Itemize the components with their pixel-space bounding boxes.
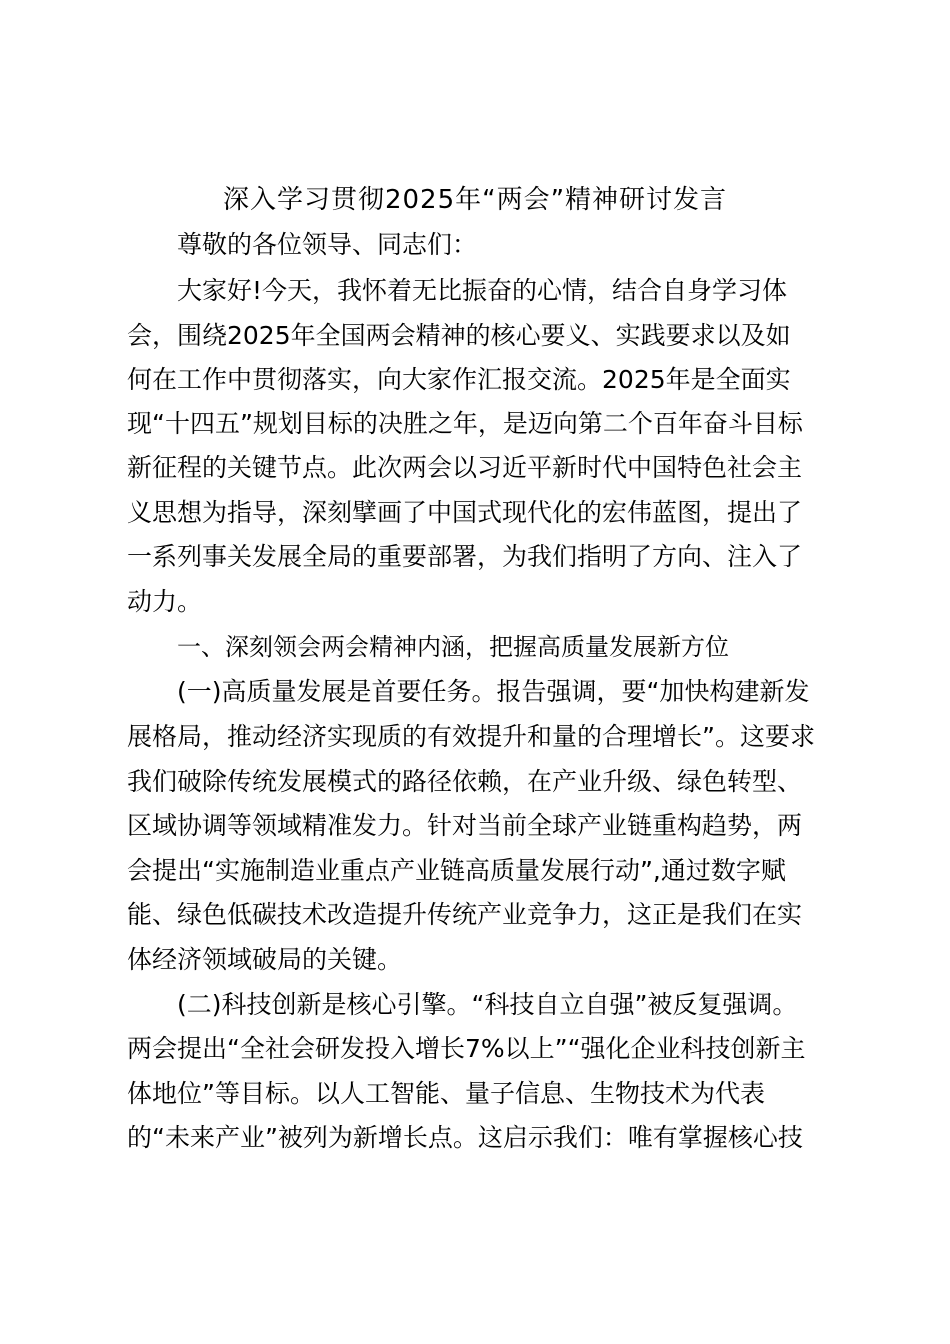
paragraph-line: 大家好!今天，我怀着无比振奋的心情，结合自身学习体 <box>177 276 788 305</box>
paragraph-line: 会，围绕2025年全国两会精神的核心要义、实践要求以及如 <box>127 321 791 350</box>
paragraph-line: 体地位”等目标。以人工智能、量子信息、生物技术为代表 <box>127 1079 765 1108</box>
paragraph-line: (二)科技创新是核心引擎。“科技自立自强”被反复强调。 <box>177 990 798 1019</box>
paragraph-line: 何在工作中贯彻落实，向大家作汇报交流。2025年是全面实 <box>127 365 791 394</box>
paragraph-line: 新征程的关键节点。此次两会以习近平新时代中国特色社会主 <box>127 453 803 482</box>
paragraph-line: 体经济领域破局的关键。 <box>127 945 403 974</box>
paragraph-line: 的“未来产业”被列为新增长点。这启示我们：唯有掌握核心技 <box>127 1123 803 1152</box>
paragraph-line: 我们破除传统发展模式的路径依赖，在产业升级、绿色转型、 <box>127 767 803 796</box>
paragraph-line: 展格局，推动经济实现质的有效提升和量的合理增长”。这要求 <box>127 722 815 751</box>
paragraph-line: 一系列事关发展全局的重要部署，为我们指明了方向、注入了 <box>127 542 803 571</box>
salutation: 尊敬的各位领导、同志们： <box>177 230 478 259</box>
paragraph-line: 会提出“实施制造业重点产业链高质量发展行动”,通过数字赋 <box>127 856 786 885</box>
section-heading: 一、深刻领会两会精神内涵，把握高质量发展新方位 <box>177 633 729 661</box>
paragraph-line: 义思想为指导，深刻擘画了中国式现代化的宏伟蓝图，提出了 <box>127 498 803 527</box>
paragraph-line: 动力。 <box>127 587 203 616</box>
paragraph-line: (一)高质量发展是首要任务。报告强调，要“加快构建新发 <box>177 677 810 706</box>
paragraph-line: 两会提出“全社会研发投入增长7%以上”“强化企业科技创新主 <box>127 1034 806 1063</box>
paragraph-line: 现“十四五”规划目标的决胜之年，是迈向第二个百年奋斗目标 <box>127 409 803 438</box>
document-title: 深入学习贯彻2025年“两会”精神研讨发言 <box>222 185 728 215</box>
paragraph-line: 区域协调等领域精准发力。针对当前全球产业链重构趋势，两 <box>127 811 803 840</box>
paragraph-line: 能、绿色低碳技术改造提升传统产业竞争力，这正是我们在实 <box>127 900 803 929</box>
